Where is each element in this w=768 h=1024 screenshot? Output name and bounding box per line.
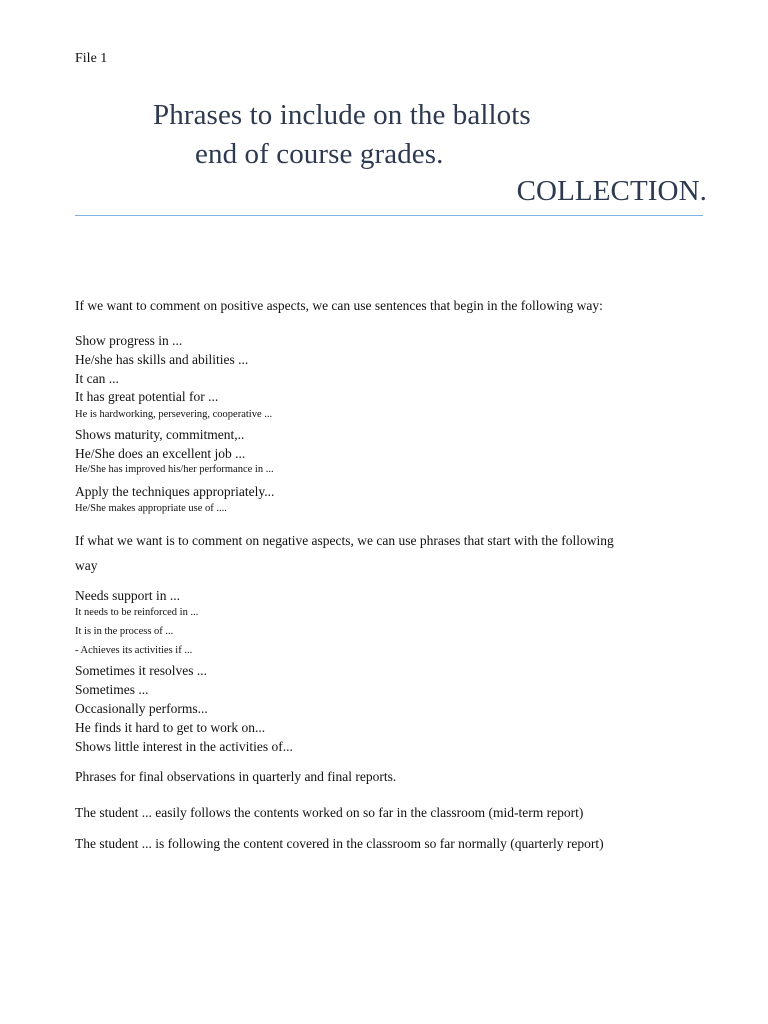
negative-item: It is in the process of ... [75,626,174,637]
positive-item: He/She has improved his/her performance in ... [75,464,274,475]
negative-item: He finds it hard to get to work on... [75,720,266,735]
negative-item: Sometimes ... [75,682,149,697]
negative-intro-line-2: way [75,558,98,573]
positive-item: He is hardworking, persevering, cooperative ... [75,409,273,420]
title-line-1: Phrases to include on the ballots [153,99,531,131]
negative-item: Needs support in ... [75,588,180,603]
file-label: File 1 [75,51,108,66]
final-intro: Phrases for final observations in quarterly and final reports. [75,769,397,784]
title-line-2: end of course grades. [195,138,444,170]
positive-item: Shows maturity, commitment,.. [75,427,245,442]
negative-item: It needs to be reinforced in ... [75,607,199,618]
title-divider [75,215,703,216]
title-line-3: COLLECTION. [516,175,707,207]
positive-item: Apply the techniques appropriately... [75,484,275,499]
final-item: The student ... easily follows the contents worked on so far in the classroom (mid-term report) [75,805,584,820]
positive-item: Show progress in ... [75,333,183,348]
final-item: The student ... is following the content covered in the classroom so far normally (quarterly report) [75,836,604,851]
positive-intro: If we want to comment on positive aspects, we can use sentences that begin in the following way: [75,298,603,313]
negative-intro-line-1: If what we want is to comment on negative aspects, we can use phrases that start with the following [75,533,614,548]
positive-item: It has great potential for ... [75,389,219,404]
positive-item: He/She does an excellent job ... [75,446,246,461]
positive-item: He/she has skills and abilities ... [75,352,249,367]
negative-item: Shows little interest in the activities of... [75,739,293,754]
positive-item: He/She makes appropriate use of .... [75,503,227,514]
negative-item: Sometimes it resolves ... [75,663,207,678]
negative-item: Occasionally performs... [75,701,208,716]
positive-item: It can ... [75,371,119,386]
negative-item: - Achieves its activities if ... [75,645,193,656]
